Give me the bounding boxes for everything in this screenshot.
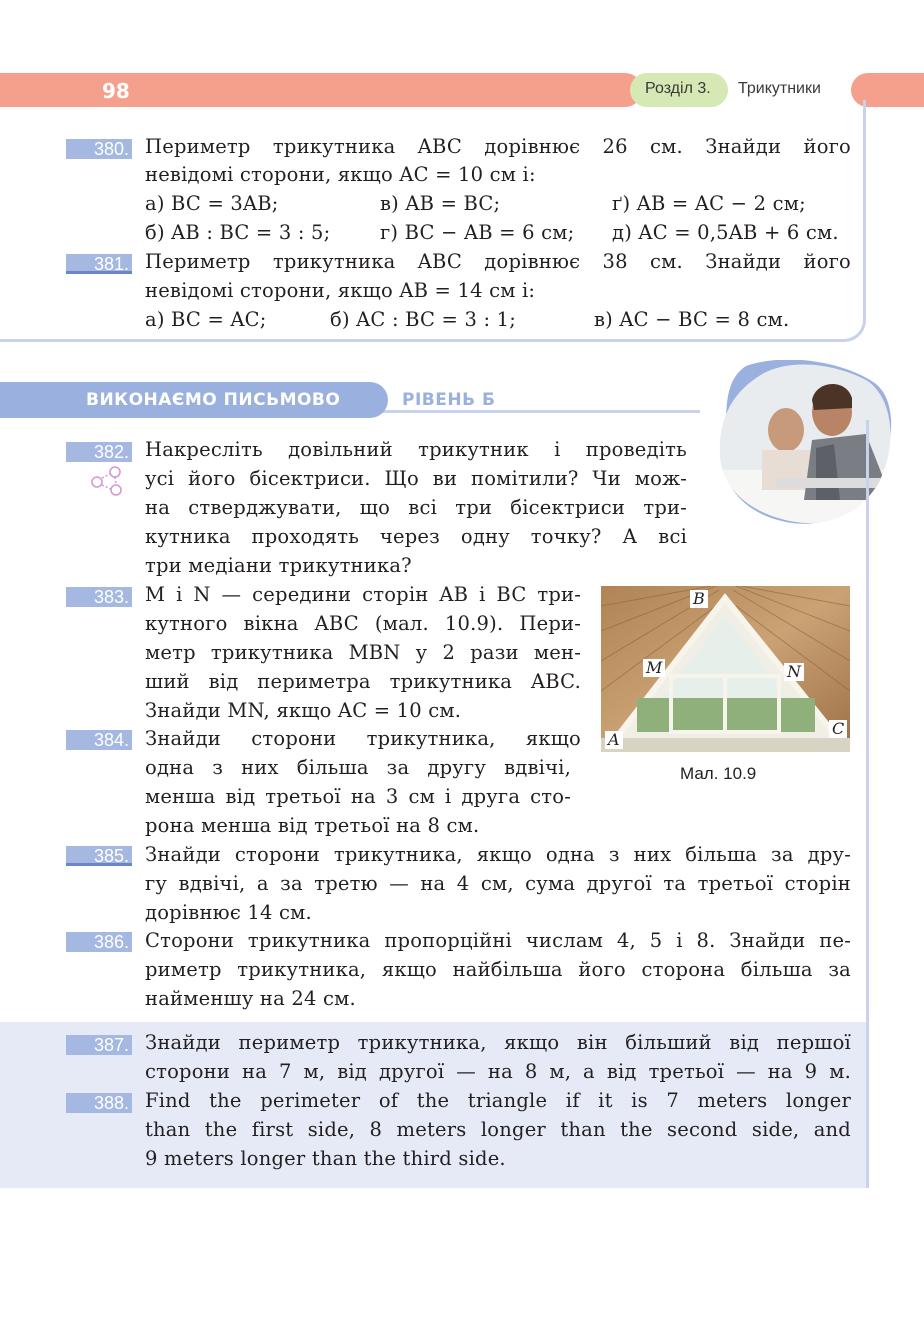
problem-text-line: Знайди MN, якщо AC = 10 см.	[145, 699, 462, 722]
problem-number: 380.	[66, 139, 132, 159]
problem-number: 381.	[66, 254, 132, 274]
section-title: ВИКОНАЄМО ПИСЬМОВО	[86, 390, 341, 410]
section-level: РІВЕНЬ Б	[402, 390, 496, 410]
problem-text-line: невідомі сторони, якщо AC = 10 см і:	[145, 163, 536, 186]
right-margin-rule	[866, 420, 869, 1188]
figure-caption: Мал. 10.9	[680, 764, 757, 783]
option-text: ґ) AB = AC − 2 см;	[612, 192, 806, 215]
problem-text-line: найменшу на 24 см.	[145, 987, 356, 1010]
problem-text-line: сторони на 7 м, від другої — на 8 м, а від третьої — на 9 м.	[145, 1060, 851, 1083]
figure-label-n: N	[784, 663, 804, 681]
problem-text-line: Знайди периметр трикутника, якщо він більший від першої	[145, 1031, 851, 1054]
problem-text-line: невідомі сторони, якщо AB = 14 см і:	[145, 279, 536, 302]
chapter-title: Трикутники	[738, 80, 821, 97]
problem-number: 387.	[66, 1035, 132, 1055]
problem-text-line: Накресліть довільний трикутник і проведіть	[145, 438, 687, 461]
problem-text-line: M і N — середини сторін AB і BC три-	[145, 583, 581, 606]
problem-text-line: усі його бісектриси. Що ви помітили? Чи мож-	[145, 467, 687, 490]
option-text: г) BC − AB = 6 см;	[380, 221, 575, 244]
figure-label-b: B	[690, 590, 708, 608]
problem-text-line: Find the perimeter of the triangle if it is 7 meters longer	[145, 1089, 851, 1112]
problem-text-line: менша від третьої на 3 см і друга сто-	[145, 785, 571, 808]
option-text: д) AC = 0,5AB + 6 см.	[612, 221, 839, 244]
problem-number: 388.	[66, 1093, 132, 1113]
problem-text-line: Знайди сторони трикутника, якщо одна з них більша за дру-	[145, 843, 851, 866]
option-text: б) AC : BC = 3 : 1;	[330, 308, 517, 331]
problem-number: 385.	[66, 846, 132, 866]
group-work-icon	[90, 464, 126, 498]
problem-text-line: три медіани трикутника?	[145, 554, 412, 577]
problem-number: 386.	[66, 932, 132, 952]
problem-text-line: ший від периметра трикутника ABC.	[145, 670, 581, 693]
option-text: б) AB : BC = 3 : 5;	[145, 221, 331, 244]
problem-text-line: Периметр трикутника ABC дорівнює 26 см. Знайди його	[145, 135, 851, 158]
figure-label-a: A	[605, 731, 623, 749]
option-text: а) BC = 3AB;	[145, 192, 279, 215]
option-text: а) BC = AC;	[145, 308, 267, 331]
chapter-label: Розділ 3.	[645, 80, 711, 97]
problem-text-line: Периметр трикутника ABC дорівнює 38 см. Знайди його	[145, 250, 851, 273]
problem-text-line: than the first side, 8 meters longer than the second side, and	[145, 1118, 851, 1141]
problem-text-line: кутного вікна ABC (мал. 10.9). Пери-	[145, 612, 581, 635]
problem-text-line: одна з них більша за другу вдвічі,	[145, 756, 571, 779]
problem-text-line: дорівнює 14 см.	[145, 901, 312, 924]
problem-text-line: риметр трикутника, якщо найбільша його сторона більша за	[145, 958, 851, 981]
problem-number: 384.	[66, 730, 132, 750]
triangular-window-figure	[601, 586, 850, 752]
problem-text-line: Знайди сторони трикутника, якщо	[145, 727, 581, 750]
problem-text-line: на стверджувати, що всі три бісектриси три-	[145, 496, 687, 519]
option-text: в) AC − BC = 8 см.	[594, 308, 790, 331]
problem-number: 382.	[66, 442, 132, 462]
page-number: 98	[102, 79, 130, 103]
problem-text-line: гу вдвічі, а за третю — на 4 см, сума другої та третьої сторін	[145, 872, 851, 895]
problem-number: 383.	[66, 587, 132, 607]
problem-text-line: кутника проходять через одну точку? А всі	[145, 525, 687, 548]
problem-text-line: 9 meters longer than the third side.	[145, 1147, 506, 1170]
option-text: в) AB = BC;	[380, 192, 501, 215]
figure-label-m: M	[643, 659, 665, 677]
problem-text-line: метр трикутника MBN у 2 рази мен-	[145, 641, 581, 664]
problem-text-line: Сторони трикутника пропорційні числам 4, 5 і 8. Знайди пе-	[145, 929, 851, 952]
figure-label-c: C	[829, 720, 847, 738]
problem-text-line: рона менша від третьої на 8 см.	[145, 814, 480, 837]
